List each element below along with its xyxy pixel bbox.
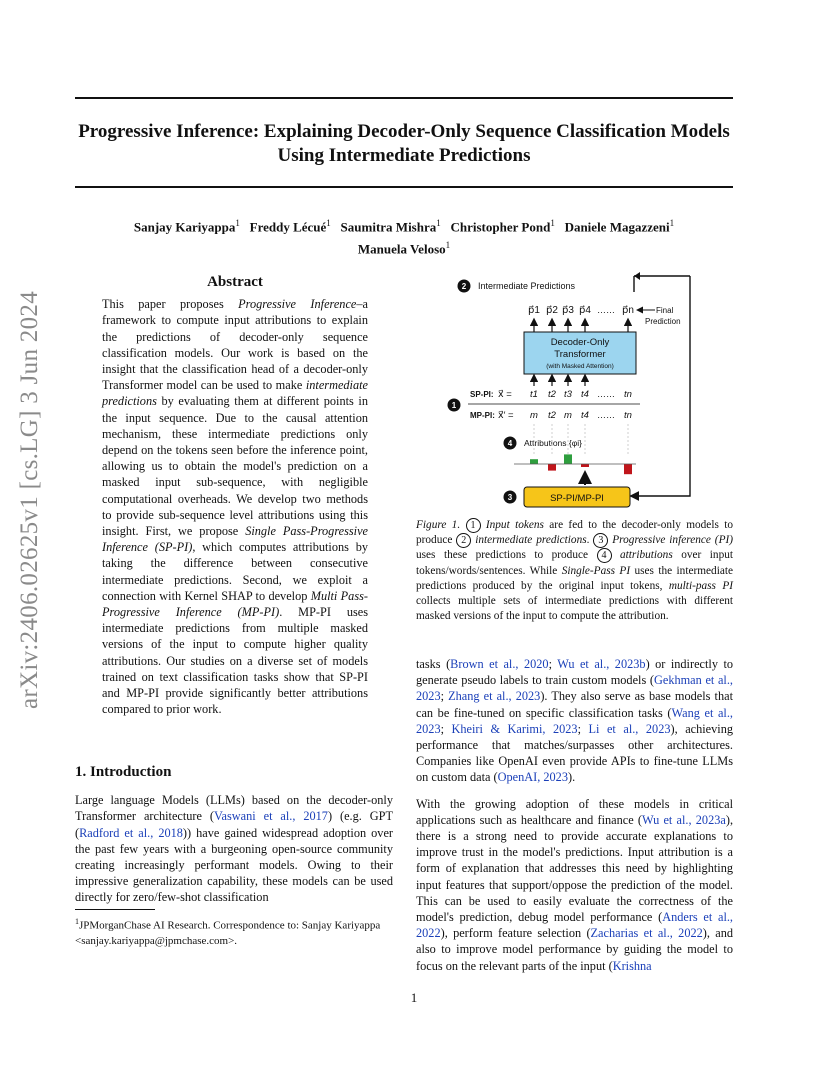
body-text: )) have gained widespread adoption over the past few years with a burgeoning open-source community creating increasingly performant models. Owing to their impressive generalization capability, these models can be used directly for zero/few-shot classification xyxy=(75,825,394,905)
abstract-emphasis: Single Pass-Progressive Inference (SP-PI) xyxy=(102,524,369,555)
step-badge-2 xyxy=(458,280,471,293)
author-name: Daniele Magazzeni xyxy=(564,219,670,235)
attribution-bar xyxy=(530,459,538,464)
attribution-bar xyxy=(548,464,556,471)
body-text: ), achieving performance that matches/surpasses other architectures. Companies like OpenAI even provide APIs to fine-tune LLMs on custom data ( xyxy=(416,721,733,785)
caption-number-badge: 4 xyxy=(597,548,612,563)
title-bottom-rule xyxy=(75,186,733,188)
p-label: p⃗1 xyxy=(528,305,540,316)
citation-link[interactable]: Wu et al., 2023a xyxy=(642,812,726,827)
transformer-label-2: Transformer xyxy=(554,349,606,360)
citation-link[interactable]: Gekhman et al., 2023 xyxy=(416,673,733,704)
abstract-text: by evaluating them at different points in the input sequence. Due to the causal attention mechanism, these intermediate predictions only depend on the tokens seen before the inference point, allowing us to obtain the model's prediction on a masked input sub-sequence, with negligible computational overheads. We develop two methods to provide sub-sequence level attributions using this insight. First, we propose xyxy=(102,394,368,539)
body-text: ) (e.g. GPT ( xyxy=(75,809,394,840)
p-label: p⃗n xyxy=(622,305,634,316)
body-text: ; xyxy=(440,721,452,736)
title-line-2: Using Intermediate Predictions xyxy=(277,145,531,166)
mp-pi-row-label: MP-PI: xyxy=(470,411,495,420)
author-name: Saumitra Mishra xyxy=(340,219,437,235)
svg-text:2: 2 xyxy=(461,282,467,291)
footnote-text: JPMorganChase AI Research. Correspondence to: Sanjay Kariyappa <sanjay.kariyappa@jpmchase.com>. xyxy=(75,919,381,947)
caption-text: . xyxy=(586,534,594,547)
paper-title xyxy=(75,120,733,168)
step-badge-4 xyxy=(504,437,517,450)
attribution-bars xyxy=(530,424,632,474)
title-top-rule xyxy=(75,97,733,99)
caption-lead: Figure 1. xyxy=(416,519,461,531)
dots: …… xyxy=(597,305,615,315)
caption-emphasis: intermediate predictions xyxy=(475,534,587,547)
attribution-bar xyxy=(564,454,572,464)
attributions-label: Attributions {φi} xyxy=(524,438,582,448)
token: t2 xyxy=(548,410,556,421)
body-text: ), there is a strong need to provide accurate explanations to improve trust in the model's predictions. Input attribution is a form of explanation that addresses this need by highlighting input features that support/oppose the prediction of the model. This can be used to easily evaluate the correctness of the model's prediction, debug model performance ( xyxy=(416,812,734,925)
input-arrows xyxy=(534,376,585,386)
body-paragraph xyxy=(416,796,733,974)
body-text: ; xyxy=(548,657,558,671)
token: t1 xyxy=(530,389,538,400)
p-label: p⃗2 xyxy=(546,305,558,316)
affiliation-mark: 1 xyxy=(436,218,441,228)
body-text: ; xyxy=(577,721,589,736)
arxiv-sidebar-stamp xyxy=(12,291,48,709)
token: tn xyxy=(624,389,632,400)
attribution-bar xyxy=(581,464,589,467)
caption-text: uses these predictions to produce xyxy=(416,549,597,562)
sp-pi-row-eq: x⃗ = xyxy=(498,389,512,400)
abstract-text: This paper proposes xyxy=(102,297,239,312)
step-badge-1 xyxy=(448,399,461,412)
prediction-label: Prediction xyxy=(645,317,681,326)
affiliation-mark: 1 xyxy=(669,218,675,228)
body-text: ; xyxy=(440,689,449,704)
citation-link[interactable]: Zhang et al., 2023 xyxy=(448,689,541,704)
body-text: ), and also to improve model performance by guiding the model to focus on the relevant parts of the input ( xyxy=(416,926,734,973)
abstract-section xyxy=(102,274,368,717)
mp-tokens xyxy=(530,410,632,421)
body-text: ). xyxy=(567,770,576,785)
citation-link[interactable]: Wu et al., 2023b xyxy=(557,657,646,671)
citation-link[interactable]: Krishna xyxy=(612,958,652,973)
body-paragraph xyxy=(416,656,733,786)
body-text: ) or indirectly to generate pseudo labels to train custom models ( xyxy=(416,657,734,688)
token: tn xyxy=(624,410,632,421)
citation-link[interactable]: Li et al., 2023 xyxy=(588,721,671,736)
token: m xyxy=(564,410,572,421)
prediction-labels xyxy=(528,305,634,316)
footnote-mark: 1 xyxy=(75,917,79,926)
citation-link[interactable]: Anders et al., 2022 xyxy=(416,910,734,941)
body-text: ), perform feature selection ( xyxy=(440,926,591,941)
token: m xyxy=(530,410,538,421)
dots: …… xyxy=(597,389,615,399)
caption-text: over input tokens/words/sentences. While xyxy=(416,549,734,577)
caption-number-badge: 2 xyxy=(456,533,471,548)
author-name: Freddy Lécué xyxy=(249,219,327,235)
p-label: p⃗4 xyxy=(579,305,591,316)
arxiv-identifier: arXiv:2406.02625v1 [cs.LG] 3 Jun 2024 xyxy=(16,291,43,709)
output-arrows xyxy=(534,320,628,332)
affiliation-mark: 1 xyxy=(445,240,451,251)
title-line-1: Progressive Inference: Explaining Decoder-Only Sequence Classification Models xyxy=(78,121,730,142)
intermediate-predictions-label: Intermediate Predictions xyxy=(478,281,576,291)
citation-link[interactable]: Wang et al., 2023 xyxy=(416,705,733,736)
caption-emphasis: multi-pass PI xyxy=(668,579,734,592)
caption-number-badge: 3 xyxy=(593,533,608,548)
step-badge-3 xyxy=(504,491,517,504)
dots: …… xyxy=(597,410,615,420)
affiliation-mark: 1 xyxy=(550,218,555,228)
caption-text: uses the intermediate predictions produced by the original input tokens, xyxy=(416,564,733,592)
p-label: p⃗3 xyxy=(562,305,574,316)
abstract-text: –a framework to compute input attributions to explain the predictions of decoder-only sequence classification models. Our work is based on the insight that the classification head of a decoder-only Transformer model can be used to make xyxy=(102,297,368,393)
abstract-text: , which computes attributions by taking the difference between consecutive intermediate predictions. Second, we exploit a connection with Kernel SHAP to develop xyxy=(102,540,368,603)
body-text: tasks ( xyxy=(416,657,451,671)
figure-1-diagram xyxy=(440,268,740,513)
abstract-body xyxy=(102,296,368,717)
token: t3 xyxy=(564,389,572,400)
right-column-text xyxy=(416,656,733,974)
attribution-bar xyxy=(624,464,632,474)
author-name: Manuela Veloso xyxy=(357,241,446,257)
final-label: Final xyxy=(656,306,674,315)
footnote xyxy=(75,914,393,949)
abstract-emphasis: Multi Pass-Progressive Inference (MP-PI) xyxy=(102,588,368,620)
mp-pi-row-eq: x⃗′ = xyxy=(498,410,514,421)
introduction-paragraph xyxy=(75,792,393,905)
caption-emphasis: Progressive inference (PI) xyxy=(612,534,733,547)
figure-caption xyxy=(416,518,733,624)
caption-emphasis: Single-Pass PI xyxy=(561,564,631,577)
token: t2 xyxy=(548,389,556,400)
body-text: Large language Models (LLMs) based on the decoder-only Transformer architecture ( xyxy=(75,793,393,824)
caption-text: collects multiple sets of intermediate predictions with different masked versions of the input to compute the attribution. xyxy=(416,595,733,623)
sp-pi-row-label: SP-PI: xyxy=(470,390,494,399)
author-list xyxy=(75,214,733,259)
svg-text:3: 3 xyxy=(507,493,513,502)
abstract-emphasis: intermediate predictions xyxy=(102,378,368,409)
introduction-heading: 1. Introduction xyxy=(75,764,172,780)
caption-text: are fed to the decoder-only models to produce xyxy=(416,519,733,547)
caption-emphasis: attributions xyxy=(620,549,673,562)
introduction-section xyxy=(75,764,393,906)
body-text: With the growing adoption of these models in critical applications such as healthcare and finance ( xyxy=(416,796,733,827)
svg-text:1: 1 xyxy=(451,401,457,410)
body-text: ). They also serve as base models that can be fine-tuned on specific classification tasks ( xyxy=(416,689,733,720)
citation-link[interactable]: Kheiri & Karimi, 2023 xyxy=(451,721,578,736)
transformer-label-1: Decoder-Only xyxy=(550,337,610,348)
citation-link[interactable]: Radford et al., 2018 xyxy=(79,825,183,840)
token: t4 xyxy=(581,410,589,421)
citation-link[interactable]: Brown et al., 2020 xyxy=(450,657,549,671)
author-name: Christopher Pond xyxy=(450,219,551,235)
caption-emphasis: Input tokens xyxy=(485,519,544,531)
svg-text:4: 4 xyxy=(507,439,513,448)
abstract-emphasis: Progressive Inference xyxy=(238,297,357,312)
citation-link[interactable]: OpenAI, 2023 xyxy=(497,770,568,785)
page-number: 1 xyxy=(410,990,418,1005)
affiliation-mark: 1 xyxy=(326,218,331,228)
citation-link[interactable]: Zacharias et al., 2022 xyxy=(590,926,703,941)
sp-tokens xyxy=(530,389,632,400)
abstract-text: . MP-PI uses intermediate predictions from multiple masked versions of the input to compute higher quality attributions. Our studies on a diverse set of models trained on text classification tasks show that SP-PI and MP-PI provide significantly better attributions compared to prior work. xyxy=(102,605,369,717)
affiliation-mark: 1 xyxy=(235,218,240,228)
method-label: SP-PI/MP-PI xyxy=(550,493,604,504)
abstract-heading: Abstract xyxy=(207,274,263,290)
footnote-rule xyxy=(75,909,155,910)
caption-number-badge: 1 xyxy=(466,518,481,533)
token: t4 xyxy=(581,389,589,400)
citation-link[interactable]: Vaswani et al., 2017 xyxy=(214,809,328,824)
transformer-label-3: (with Masked Attention) xyxy=(546,363,614,370)
author-name: Sanjay Kariyappa xyxy=(133,219,236,235)
